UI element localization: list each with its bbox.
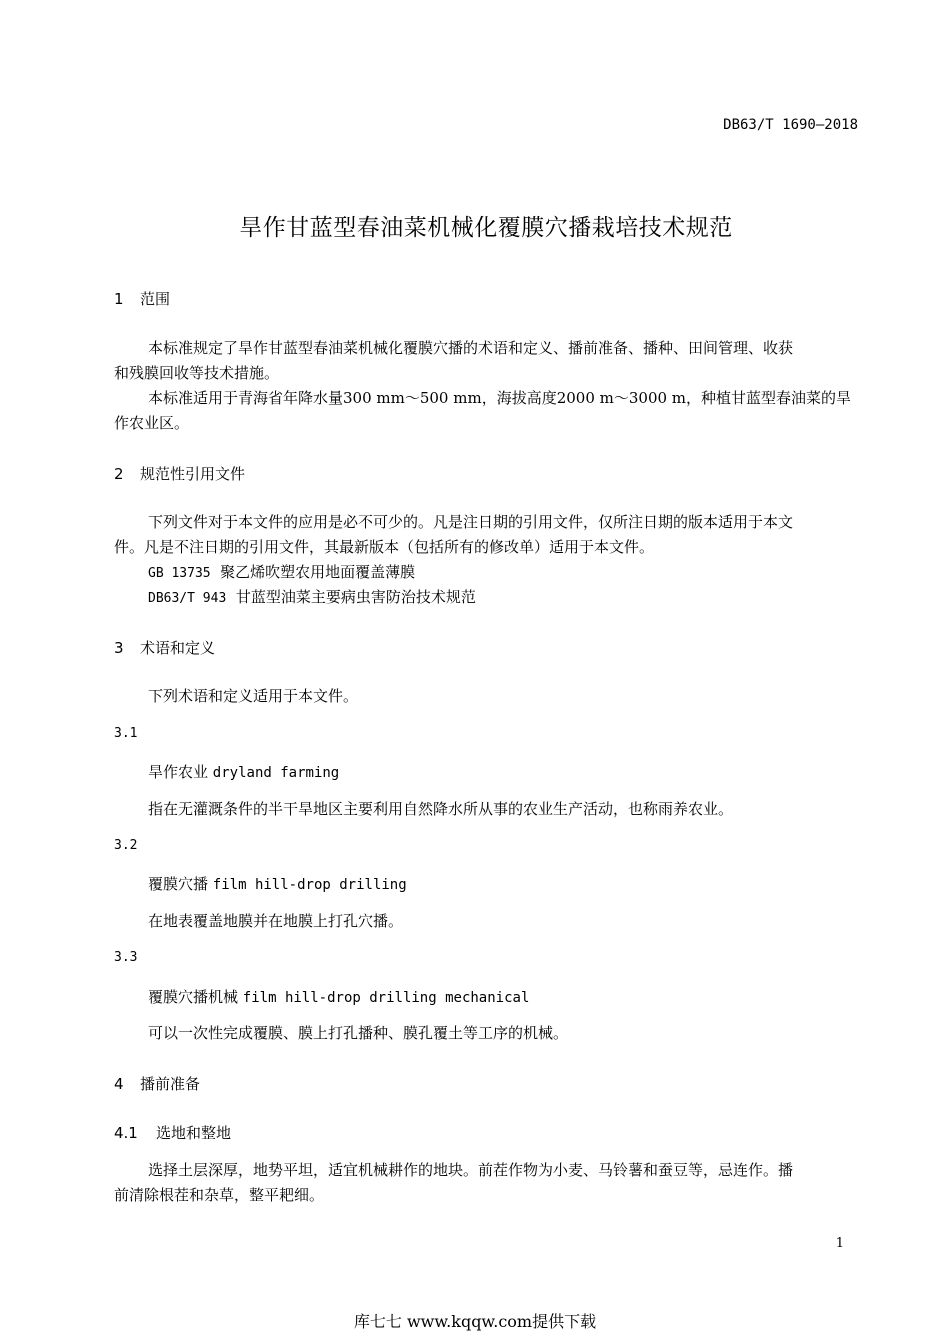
reference-name: 甘蓝型油菜主要病虫害防治技术规范 bbox=[235, 588, 476, 606]
subsection-4-1-heading bbox=[114, 1122, 231, 1143]
term-en: dryland farming bbox=[212, 765, 340, 781]
term-zh: 覆膜穴播机械 bbox=[148, 988, 239, 1006]
term-definition: 可以一次性完成覆膜、膜上打孔播种、膜孔覆土等工序的机械。 bbox=[148, 1024, 569, 1042]
term-definition: 指在无灌溉条件的半干旱地区主要利用自然降水所从事的农业生产活动，也称雨养农业。 bbox=[148, 800, 734, 818]
paragraph-line: 本标准适用于青海省年降水量300 mm～500 mm，海拔高度2000 m～3000 m，种植甘蓝型春油菜的旱 bbox=[148, 389, 852, 407]
term-en: film hill-drop drilling bbox=[212, 877, 407, 893]
section-number: 2 bbox=[114, 465, 124, 483]
section-title: 范围 bbox=[140, 290, 171, 308]
paragraph-line: 下列术语和定义适用于本文件。 bbox=[148, 687, 359, 705]
term-title bbox=[148, 986, 529, 1007]
paragraph-line: 下列文件对于本文件的应用是必不可少的。凡是注日期的引用文件，仅所注日期的版本适用于本文 bbox=[148, 513, 794, 531]
reference-item bbox=[148, 585, 476, 611]
section-3-heading bbox=[114, 637, 215, 658]
document-number: DB63/T 1690—2018 bbox=[723, 117, 858, 133]
reference-code: DB63/T 943 bbox=[148, 591, 227, 606]
paragraph-line: 本标准规定了旱作甘蓝型春油菜机械化覆膜穴播的术语和定义、播前准备、播种、田间管理、收获 bbox=[148, 339, 794, 357]
page-title: 旱作甘蓝型春油菜机械化覆膜穴播栽培技术规范 bbox=[239, 215, 733, 241]
subsection-number: 4.1 bbox=[114, 1124, 138, 1142]
term-number: 3.1 bbox=[114, 726, 138, 741]
section-number: 3 bbox=[114, 639, 124, 657]
term-zh: 旱作农业 bbox=[148, 763, 209, 781]
reference-name: 聚乙烯吹塑农用地面覆盖薄膜 bbox=[220, 563, 416, 581]
section-2-heading bbox=[114, 463, 245, 484]
paragraph-line: 和残膜回收等技术措施。 bbox=[114, 364, 280, 382]
section-number: 4 bbox=[114, 1075, 124, 1093]
term-zh: 覆膜穴播 bbox=[148, 875, 209, 893]
reference-code: GB 13735 bbox=[148, 566, 211, 581]
section-title: 术语和定义 bbox=[140, 639, 216, 657]
subsection-title: 选地和整地 bbox=[156, 1124, 232, 1142]
paragraph-line: 选择土层深厚，地势平坦，适宜机械耕作的地块。前茬作物为小麦、马铃薯和蚕豆等，忌连作。播 bbox=[148, 1161, 794, 1179]
download-footer: 库七七 www.kqqw.com提供下载 bbox=[353, 1312, 597, 1331]
term-number: 3.2 bbox=[114, 838, 138, 853]
term-definition: 在地表覆盖地膜并在地膜上打孔穴播。 bbox=[148, 912, 404, 930]
section-title: 规范性引用文件 bbox=[140, 465, 246, 483]
section-1-heading bbox=[114, 288, 170, 309]
page-number: 1 bbox=[835, 1236, 844, 1251]
paragraph-line: 前清除根茬和杂草，整平耙细。 bbox=[114, 1186, 325, 1204]
reference-item bbox=[148, 560, 415, 586]
section-title: 播前准备 bbox=[140, 1075, 201, 1093]
term-title bbox=[148, 873, 407, 894]
section-4-heading bbox=[114, 1073, 200, 1094]
paragraph-line: 件。凡是不注日期的引用文件，其最新版本（包括所有的修改单）适用于本文件。 bbox=[114, 538, 655, 556]
paragraph-line: 作农业区。 bbox=[114, 414, 190, 432]
section-number: 1 bbox=[114, 290, 124, 308]
term-en: film hill-drop drilling mechanical bbox=[242, 990, 530, 1006]
term-number: 3.3 bbox=[114, 950, 138, 965]
term-title bbox=[148, 761, 339, 782]
